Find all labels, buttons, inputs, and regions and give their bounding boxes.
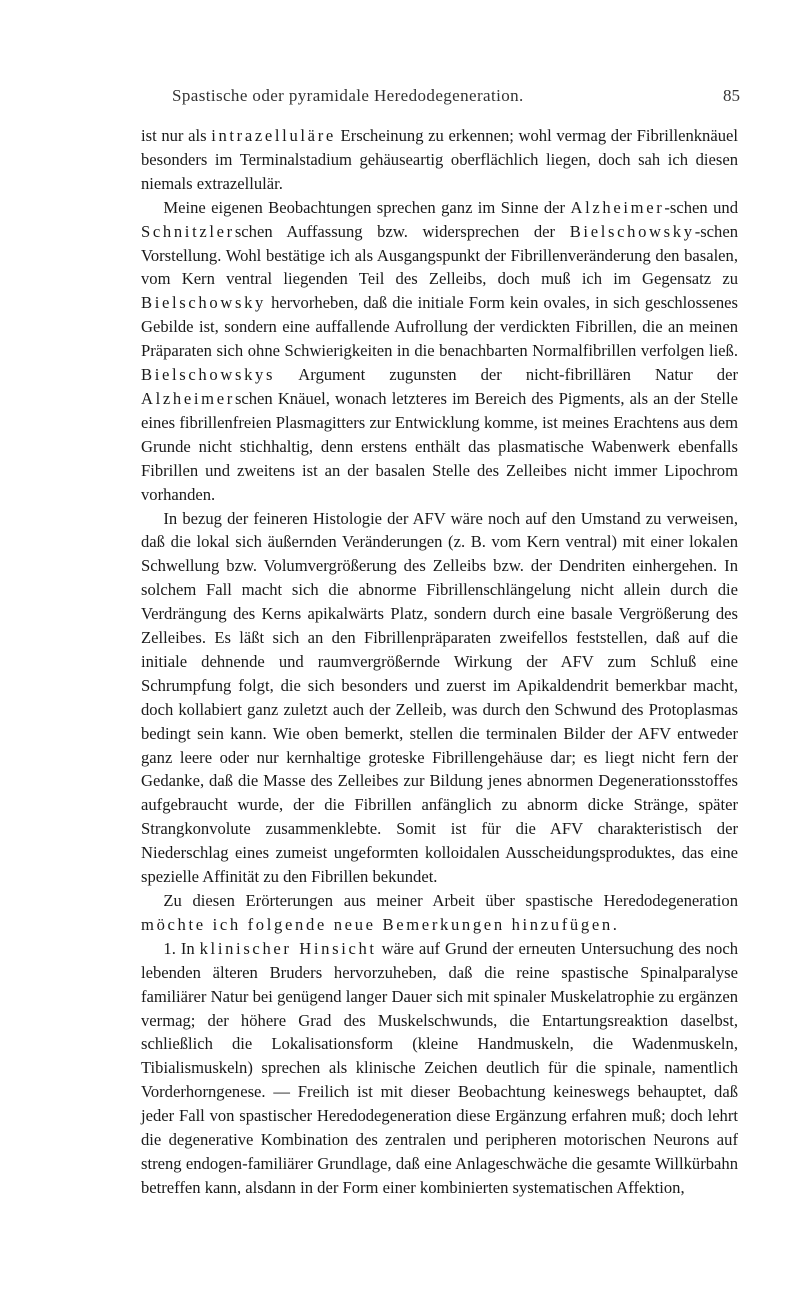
emphasized-text: Bielschowsky (141, 293, 266, 313)
page-header (140, 86, 740, 110)
emphasized-text: klinischer Hinsicht (199, 938, 377, 958)
paragraph-4 (141, 889, 738, 937)
paragraph-1 (141, 124, 738, 196)
text-run: wäre auf Grund der erneuten Untersuchung des noch lebenden älteren Bruders hervorzuheben, daß die reine spastische Spinalparalyse familiärer Natur bei genügend langer Dauer sich mit spinaler Muskelatrophie zu ergänzen vermag; der höhere Grad des Muskelschwunds, die Entartungsreaktion daselbst, schließlich die Lokalisationsform (kleine Handmuskeln, die Wadenmuskeln, Tibialismuskeln) sprechen als klinische Zeichen deutlich für die spinale, namentlich Vorderhorngenese. — Freilich ist mit dieser Beobachtung keineswegs behauptet, daß jeder Fall von spastischer Heredodegeneration diese Ergänzung erfahren muß; doch lehrt die degenerative Kombination des zentralen und peripheren motorischen Neurons auf streng endogen-familiärer Grundlage, daß eine Anlageschwäche die gesamte Willkürbahn betreffen kann, alsdann in der Form einer kombinierten systematischen Affektion, (141, 938, 738, 1197)
text-run: In bezug der feineren Histologie der AFV wäre noch auf den Umstand zu verweisen, daß die lokal sich äußernden Veränderungen (z. B. vom Kern ventral) mit einer lokalen Schwellung bzw. Volumvergrößerung des Zelleibs bzw. der Dendriten einhergehen. In solchem Fall macht sich die abnorme Fibrillenschlängelung nicht allein durch die Verdrängung des Kerns apikalwärts Platz, sondern durch eine basale Vergrößerung des Zelleibes. Es läßt sich an den Fibrillenpräparaten zweifellos feststellen, daß auf die initiale dehnende und raumvergrößernde Wirkung der AFV zum Schluß eine Schrumpfung folgt, die sich besonders und zuerst im Apikaldendrit bemerkbar macht, doch kollabiert ganz zuletzt auch der Zelleib, was durch den Schwund des Protoplasmas bedingt sein kann. Wie oben bemerkt, stellen die terminalen Bilder der AFV entweder ganz leere oder nur kernhaltige groteske Fibrillengehäuse dar; es liegt nicht fern der Gedanke, daß die Masse des Zelleibes zur Bildung jenes abnormen Degenerationsstoffes aufgebraucht wurde, der die Fibrillen anfänglich zu abnorm dicke Stränge, später Strangkonvolute zusammenklebte. Somit ist für die AFV charakteristisch der Niederschlag eines zumeist ungeformten kolloidalen Ausscheidungsproduktes, das eine spezielle Affinität zu den Fibrillen bekundet. (141, 508, 738, 887)
paragraph-5 (141, 937, 738, 1200)
emphasized-text: Bielschowskys (141, 365, 276, 385)
text-run: schen Auffassung bzw. widersprechen der (234, 221, 570, 241)
running-title: Spastische oder pyramidale Heredodegeneration. (172, 86, 524, 105)
emphasized-text: Schnitzler (141, 221, 235, 241)
text-run: -schen und (664, 197, 738, 217)
text-run: Zu diesen Erörterungen aus meiner Arbeit über spastische Heredodegeneration (163, 891, 738, 910)
text-run: ist nur als (141, 126, 212, 145)
paragraph-2 (141, 196, 738, 507)
text-run: Argument zugunsten der nicht-fibrillären Natur der (275, 365, 738, 385)
text-run: -schen Vorstellung. Wohl bestätige ich als Ausgangspunkt der Fibrillenveränderung den basalen, vom Kern ventral liegenden Teil des Zelleibs, doch muß ich im Gegensatz zu (141, 221, 738, 289)
text-run: schen Knäuel, wonach letzteres im Bereich des Pigments, als an der Stelle eines fibrillenfreien Plasmagitters zur Entwicklung komme, ist meines Erachtens aus dem Grunde nicht stichhaltig, denn erstens enthält das plasmatische Wabenwerk ebenfalls Fibrillen und zweitens ist an der basalen Stelle des Zelleibes nicht immer Lipochrom vorhanden. (141, 388, 738, 504)
text-run: hervorheben, daß die initiale Form kein ovales, in sich geschlossenes Gebilde ist, sondern eine auffallende Aufrollung der verdickten Fibrillen, die an meinen Präparaten sich ohne Schwierigkeiten in die benachbarten Normalfibrillen verfolgen ließ. (141, 293, 738, 361)
text-run: Meine eigenen Beobachtungen sprechen ganz im Sinne der (163, 197, 571, 217)
body-text (141, 124, 738, 1200)
emphasized-text: intrazelluläre (211, 126, 336, 145)
emphasized-text: möchte ich folgende neue Bemerkungen hinzufügen. (141, 914, 620, 934)
text-run: 1. In (163, 938, 200, 958)
paragraph-3 (141, 507, 738, 890)
emphasized-text: Bielschowsky (569, 221, 695, 241)
page-number: 85 (723, 86, 740, 105)
text-run: Erscheinung zu erkennen; wohl vermag der Fibrillenknäuel besonders im Terminalstadium gehäuseartig oberflächlich liegen, doch sah ich diesen niemals extrazellulär. (141, 126, 738, 193)
emphasized-text: Alzheimer (570, 197, 665, 217)
emphasized-text: Alzheimer (141, 388, 235, 408)
